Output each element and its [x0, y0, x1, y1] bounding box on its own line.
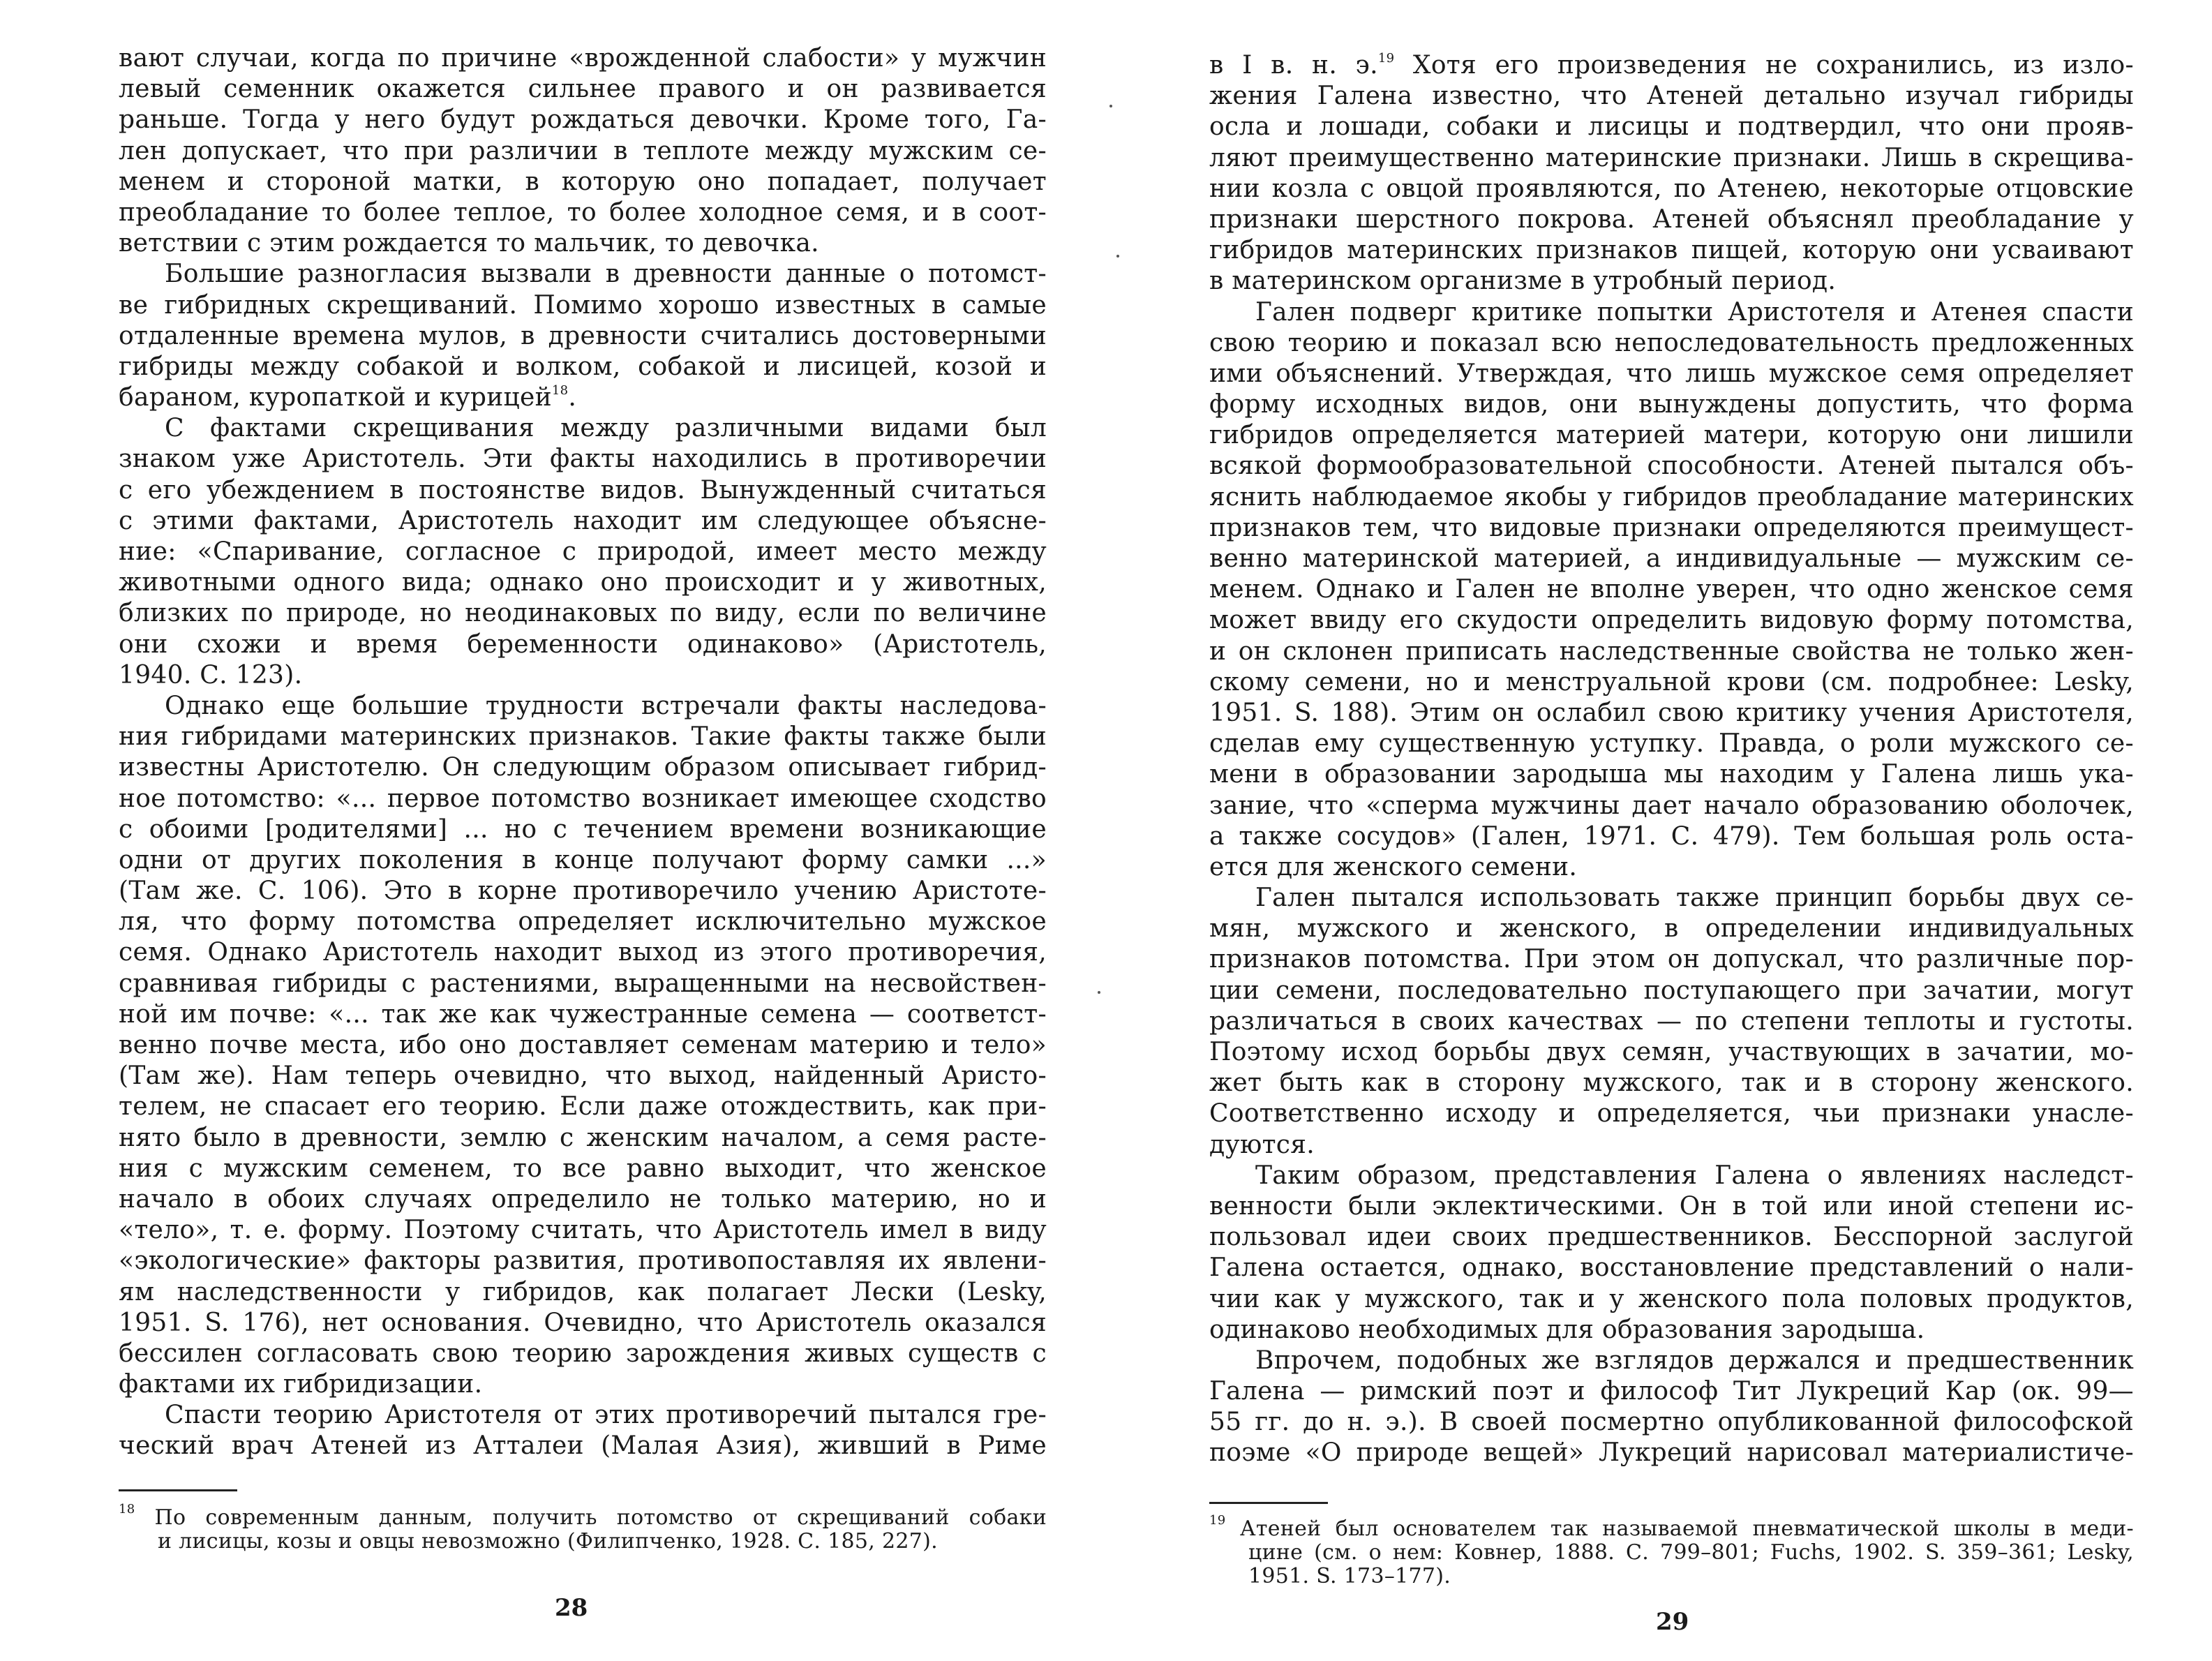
text-line: признаки шерстного покрова. Атеней объяснял преобладание у — [1209, 204, 2134, 234]
text-line: в материнском организме в утробный период. — [1209, 267, 1837, 296]
text-line: ям наследственности у гибридов, как полагает Лески (Lesky, — [119, 1277, 1047, 1306]
scan-speck — [1098, 991, 1100, 994]
text-line: мян, мужского и женского, в определении индивидуальных — [1209, 914, 2134, 944]
text-line: гибридов материнских признаков пищей, которую они усваивают — [1209, 236, 2134, 265]
text-line: яснить наблюдаемое якобы у гибридов преобладание материнских — [1209, 482, 2134, 512]
text-line: ляют преимущественно материнские признаки. Лишь в скрещива- — [1209, 143, 2134, 172]
text-line: 1940. С. 123). — [119, 660, 303, 690]
text-line: ное потомство: «... первое потомство возникает имеющее сходство — [119, 784, 1047, 813]
text-line: известны Аристотелю. Он следующим образом описывает гибрид- — [119, 753, 1047, 782]
page-right — [1106, 0, 2212, 1661]
text-line: Соответственно исходу и определяется, чьи признаки унасле- — [1209, 1099, 2134, 1129]
text-line: осла и лошади, собаки и лисицы и подтвердил, что они прояв- — [1209, 112, 2134, 142]
text-line: бараном, куропаткой и курицей$^{18}$. — [119, 383, 577, 412]
text-line: «тело», т. е. форму. Поэтому считать, что Аристотель имел в виду — [119, 1216, 1047, 1245]
text-line: форму исходных видов, они вынуждены допустить, что форма — [1209, 390, 2134, 419]
text-line: скому семени, но и менструальной крови (см. подробнее: Lesky, — [1209, 667, 2134, 697]
text-line: семя. Однако Аристотель находит выход из этого противоречия, — [119, 938, 1047, 967]
text-line: ния с мужским семенем, то все равно выходит, что женское — [119, 1154, 1047, 1183]
footnote-marker: 19 — [1209, 1513, 1226, 1528]
text-line: ции семени, последовательно поступающего при зачатии, могут — [1209, 976, 2134, 1005]
text-line: жения Галена известно, что Атеней детально изучал гибриды — [1209, 82, 2134, 111]
text-line: Гален подверг критике попытки Аристотеля и Атенея спасти — [1255, 297, 2134, 327]
text-line: лен допускает, что при различии в теплоте между мужским се- — [119, 136, 1047, 165]
text-line: жет быть как в сторону мужского, так и в сторону женского. — [1209, 1068, 2134, 1098]
text-line: телем, не спасает его теорию. Если даже отождествить, как при- — [119, 1092, 1047, 1122]
text-line: ческий врач Атеней из Атталеи (Малая Азия), живший в Риме — [119, 1431, 1047, 1461]
right-text-column — [1209, 50, 2134, 1469]
text-line: ими объяснений. Утверждая, что лишь мужское семя определяет — [1209, 359, 2134, 388]
footnote-18 — [119, 1502, 1047, 1554]
text-line: признаков потомства. При этом он допускал, что различные пор- — [1209, 945, 2134, 974]
text-line: ля, что форму потомства определяет исключительно мужское — [119, 907, 1047, 937]
page-number: 28 — [555, 1594, 588, 1622]
text-line: раньше. Тогда у него будут рождаться девочки. Кроме того, Га- — [119, 105, 1047, 135]
text-line: одни от других поколения в конце получают форму самки ...» — [119, 845, 1047, 874]
page-number: 29 — [1656, 1608, 1689, 1636]
text-line: ется для женского семени. — [1209, 852, 1578, 881]
text-line: в I в. н. э.$^{19}$ Хотя его произведения не сохранились, из изло- — [1209, 51, 2134, 80]
text-line: ние: «Спаривание, согласное с природой, имеет место между — [119, 537, 1047, 566]
footnote-marker: 18 — [119, 1502, 135, 1517]
footnote-ref: 18 — [551, 383, 569, 399]
footnote-rule — [1209, 1502, 1328, 1504]
text-line: знаком уже Аристотель. Эти факты находились в противоречии — [119, 445, 1047, 474]
text-line: признаков тем, что видовые признаки определяются преимущест- — [1209, 513, 2134, 542]
text-line: «экологические» факторы развития, противопоставляя их явлени- — [119, 1246, 1047, 1276]
text-line: бессилен согласовать свою теорию зарождения живых существ с — [119, 1339, 1047, 1368]
text-line: может ввиду его скудости определить видовую форму потомства, — [1209, 606, 2134, 635]
text-line: С фактами скрещивания между различными видами был — [165, 414, 1047, 443]
text-line: различаться в своих качествах — по степени теплоты и густоты. — [1209, 1006, 2134, 1036]
footnote-line: По современным данным, получить потомство от скрещиваний собаки — [154, 1505, 1047, 1530]
text-line: венно почве места, ибо оно доставляет семенам материю и тело» — [119, 1031, 1047, 1059]
text-line: они схожи и время беременности одинаково» (Аристотель, — [119, 630, 1047, 659]
text-line: зание, что «сперма мужчины дает начало образованию оболочек, — [1209, 791, 2134, 820]
text-line: венно материнской материей, а индивидуальные — мужским се- — [1209, 544, 2134, 573]
text-line: начало в обоих случаях определило не только материю, но и — [119, 1184, 1047, 1214]
text-line: с обоими [родителями] ... но с течением времени возникающие — [119, 814, 1047, 844]
text-line: Таким образом, представления Галена о явлениях наследст- — [1255, 1161, 2134, 1190]
text-line: ветствии с этим рождается то мальчик, то девочка. — [119, 229, 819, 258]
text-line: 1951. S. 176), нет основания. Очевидно, что Аристотель оказался — [119, 1308, 1047, 1337]
text-line: сделав ему существенную уступку. Правда, о роли мужского се- — [1209, 729, 2134, 759]
text-line: сравнивая гибриды с растениями, выращенными на несвойствен- — [119, 969, 1047, 998]
text-line: (Там же). Нам теперь очевидно, что выход, найденный Аристо- — [119, 1062, 1047, 1091]
text-line: Галена остается, однако, восстановление представлений о нали- — [1209, 1253, 2134, 1283]
footnote-line: 1951. S. 173–177). — [1248, 1564, 1451, 1588]
text-line: одинаково необходимых для образования зародыша. — [1209, 1315, 1925, 1344]
text-line: венности были эклектическими. Он в той или иной степени ис- — [1209, 1191, 2134, 1221]
text-line: с этими фактами, Аристотель находит им следующее объясне- — [119, 506, 1047, 535]
left-text-column — [119, 43, 1047, 1462]
text-line: Галена — римский поэт и философ Тит Лукреций Кар (ок. 99— — [1209, 1377, 2134, 1406]
text-line: ве гибридных скрещиваний. Помимо хорошо известных в самые — [119, 290, 1047, 320]
footnote-rule — [119, 1489, 237, 1491]
scan-speck — [1116, 255, 1119, 258]
footnote-line: и лисицы, козы и овцы невозможно (Филипченко, 1928. С. 185, 227). — [158, 1529, 938, 1554]
text-line: чии как у мужского, так и у женского пола половых продуктов, — [1209, 1284, 2134, 1313]
scan-speck — [1109, 105, 1112, 107]
text-line: 1951. S. 188). Этим он ослабил свою критику учения Аристотеля, — [1209, 698, 2134, 727]
text-line: Поэтому исход борьбы двух семян, участвующих в зачатии, мо- — [1209, 1038, 2134, 1066]
text-line: Большие разногласия вызвали в древности данные о потомст- — [165, 260, 1047, 289]
footnote-19 — [1209, 1513, 2134, 1588]
text-line: фактами их гибридизации. — [119, 1370, 483, 1399]
text-line: гибридов определяется материей матери, которую они лишили — [1209, 421, 2134, 450]
text-line: гибриды между собакой и волком, собакой и лисицей, козой и — [119, 352, 1047, 381]
text-line: (Там же. С. 106). Это в корне противоречило учению Аристоте- — [119, 877, 1047, 906]
text-line: ной им почве: «... так же как чужестранные семена — соответст- — [119, 999, 1047, 1029]
text-line: животными одного вида; однако оно происходит и у животных, — [119, 568, 1047, 597]
text-line: менем. Однако и Гален не вполне уверен, что одно женское семя — [1209, 575, 2134, 604]
text-line: 55 гг. до н. э.). В своей посмертно опубликованной философской — [1209, 1408, 2134, 1437]
text-line: поэме «О природе вещей» Лукреций нарисовал материалистиче- — [1209, 1438, 2134, 1468]
text-line: свою теорию и показал всю непоследовательность предложенных — [1209, 328, 2134, 357]
text-line: вают случаи, когда по причине «врожденной слабости» у мужчин — [119, 44, 1047, 73]
footnote-ref: 19 — [1377, 51, 1395, 66]
text-line: Однако еще большие трудности встречали факты наследова- — [165, 691, 1047, 720]
text-line: мени в образовании зародыша мы находим у Галена лишь ука- — [1209, 760, 2134, 789]
text-line: Впрочем, подобных же взглядов держался и предшественник — [1255, 1346, 2134, 1375]
footnote-line: Атеней был основателем так называемой пневматической школы в меди- — [1239, 1517, 2134, 1541]
text-line: дуются. — [1209, 1130, 1315, 1159]
text-line: отдаленные времена мулов, в древности считались достоверными — [119, 321, 1047, 350]
text-line: нято было в древности, землю с женским началом, а семя расте- — [119, 1123, 1047, 1152]
text-line: нии козла с овцой проявляются, по Атенею, некоторые отцовские — [1209, 174, 2134, 203]
text-line: близких по природе, но неодинаковых по виду, если по величине — [119, 599, 1047, 628]
text-line: пользовал идеи своих предшественников. Бесспорной заслугой — [1209, 1223, 2134, 1252]
text-line: Спасти теорию Аристотеля от этих противоречий пытался гре- — [165, 1401, 1047, 1430]
text-line: преобладание то более теплое, то более холодное семя, и в соот- — [119, 198, 1047, 227]
footnote-line: цине (см. о нем: Ковнер, 1888. С. 799–801; Fuchs, 1902. S. 359–361; Lesky, — [1248, 1540, 2134, 1565]
text-line: а также сосудов» (Гален, 1971. С. 479). Тем большая роль оста- — [1209, 821, 2134, 851]
text-line: левый семенник окажется сильнее правого и он развивается — [119, 75, 1047, 104]
text-line: менем и стороной матки, в которую оно попадает, получает — [119, 167, 1047, 196]
text-line: всякой формообразовательной способности. Атеней пытался объ- — [1209, 452, 2134, 481]
text-line: и он склонен приписать наследственные свойства не только жен- — [1209, 636, 2134, 666]
text-line: Гален пытался использовать также принцип борьбы двух се- — [1255, 884, 2134, 913]
text-line: с его убеждением в постоянстве видов. Вынужденный считаться — [119, 475, 1047, 505]
text-line: ния гибридами материнских признаков. Такие факты также были — [119, 722, 1047, 752]
